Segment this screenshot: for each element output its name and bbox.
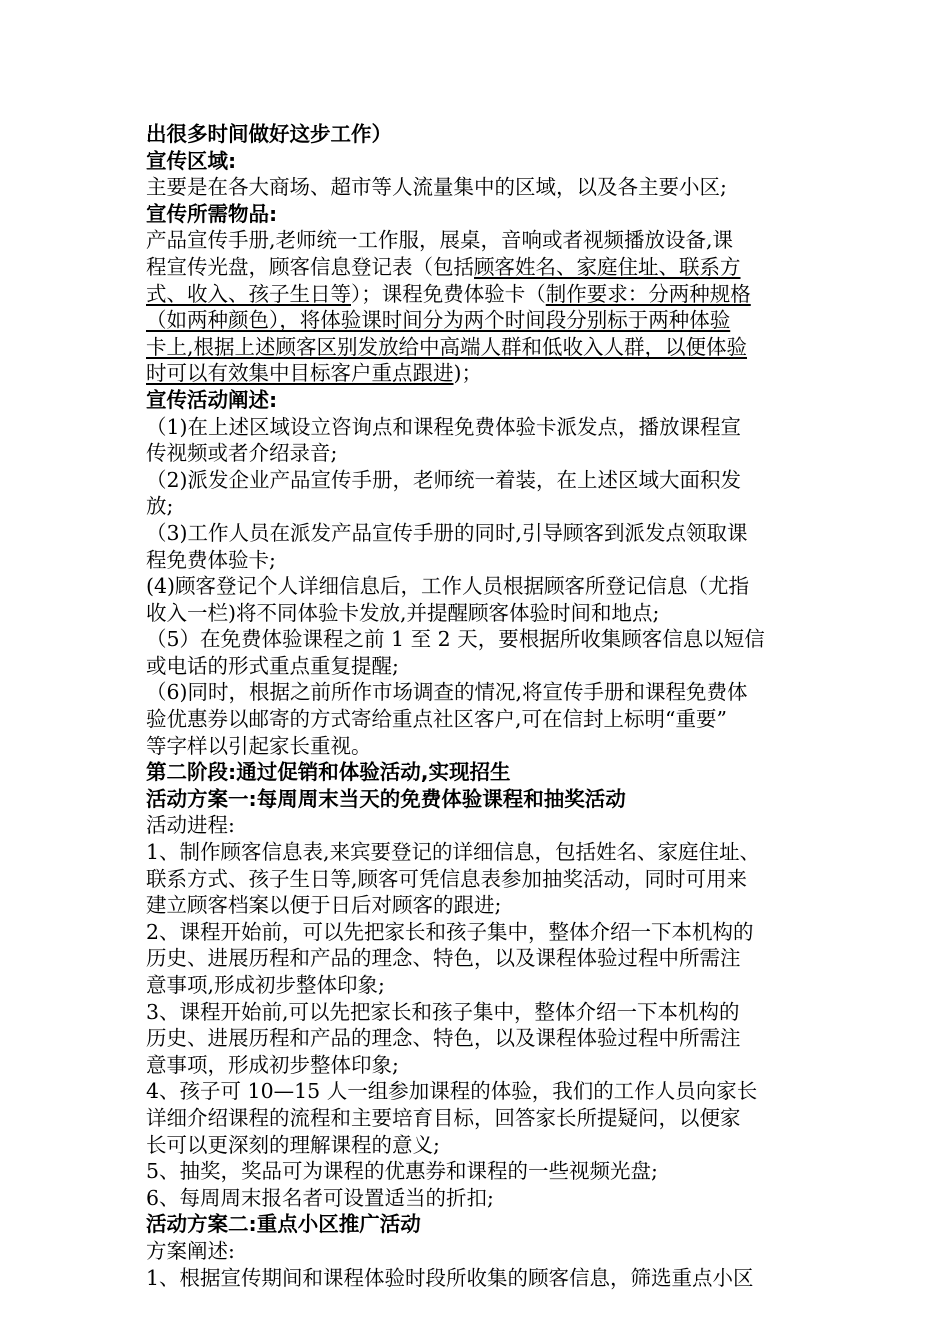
- text-line: 出很多时间做好这步工作）: [146, 122, 392, 146]
- section-heading: 宣传活动阐述:: [146, 387, 278, 412]
- text-line: 长可以更深刻的理解课程的意义;: [146, 1132, 440, 1157]
- text-run: )；: [453, 361, 482, 386]
- text-line: 程免费体验卡;: [146, 547, 276, 572]
- text-line: 产品宣传手册,老师统一工作服，展桌，音响或者视频播放设备,课: [146, 228, 734, 253]
- text-line: [146, 360, 808, 387]
- section-heading: 宣传所需物品:: [146, 201, 278, 226]
- text-line: （1)在上述区域设立咨询点和课程免费体验卡派发点，播放课程宣: [146, 414, 742, 439]
- section-heading: 活动方案一:每周周末当天的免费体验课程和抽奖活动: [146, 786, 626, 811]
- text-line: 2、课程开始前，可以先把家长和孩子集中，整体介绍一下本机构的: [146, 919, 754, 944]
- underlined-text-line: 卡上,根据上述顾客区别发放给中高端人群和低收入人群，以便体验: [146, 334, 748, 359]
- text-line: 建立顾客档案以便于日后对顾客的跟进;: [146, 893, 502, 918]
- text-line: (4)顾客登记个人详细信息后，工作人员根据顾客所登记信息（尤指: [146, 574, 750, 599]
- underlined-text-run: 顾客姓名、家庭住址、联系方: [474, 254, 741, 279]
- text-line: 联系方式、孩子生日等,顾客可凭信息表参加抽奖活动，同时可用来: [146, 866, 748, 891]
- text-line: 传视频或者介绍录音;: [146, 441, 338, 466]
- text-line: 5、抽奖，奖品可为课程的优惠券和课程的一些视频光盘;: [146, 1159, 658, 1184]
- text-line: 主要是在各大商场、超市等人流量集中的区域，以及各主要小区;: [146, 175, 727, 200]
- text-line: 等字样以引起家长重视。: [146, 733, 372, 758]
- section-heading: 活动方案二:重点小区推广活动: [146, 1212, 421, 1237]
- text-line: 详细介绍课程的流程和主要培育目标，回答家长所提疑问，以便家: [146, 1105, 741, 1130]
- underlined-text-line: （如两种颜色），将体验课时间分为两个时间段分别标于两种体验: [146, 308, 731, 333]
- text-run: ）；课程免费体验卡（: [351, 281, 546, 306]
- text-line: 意事项，形成初步整体印象;: [146, 1052, 399, 1077]
- document-page: [146, 121, 808, 1291]
- text-line: [146, 281, 808, 308]
- section-heading: 宣传区域:: [146, 148, 237, 173]
- text-line: 活动进程:: [146, 813, 235, 838]
- text-line: [146, 254, 808, 281]
- underlined-text-run: 制作要求：分两种规格: [545, 281, 751, 306]
- text-line: 历史、进展历程和产品的理念、特色，以及课程体验过程中所需注: [146, 1026, 741, 1051]
- text-line: （6)同时，根据之前所作市场调查的情况,将宣传手册和课程免费体: [146, 680, 748, 705]
- section-heading: 第二阶段:通过促销和体验活动,实现招生: [146, 760, 511, 785]
- text-line: 3、课程开始前,可以先把家长和孩子集中，整体介绍一下本机构的: [146, 999, 740, 1024]
- text-line: （5）在免费体验课程之前 1 至 2 天，要根据所收集顾客信息以短信: [146, 627, 765, 652]
- underlined-text-run: 时可以有效集中目标客户重点跟进: [146, 361, 454, 386]
- text-line: 1、根据宣传期间和课程体验时段所收集的顾客信息，筛选重点小区: [146, 1265, 754, 1290]
- text-line: 6、每周周末报名者可设置适当的折扣;: [146, 1185, 494, 1210]
- text-line: 方案阐述:: [146, 1238, 235, 1263]
- text-line: 放;: [146, 494, 174, 519]
- text-line: 4、孩子可 10—15 人一组参加课程的体验，我们的工作人员向家长: [146, 1079, 758, 1104]
- text-line: 验优惠券以邮寄的方式寄给重点社区客户,可在信封上标明“重要”: [146, 707, 727, 732]
- text-line: 收入一栏)将不同体验卡发放,并提醒顾客体验时间和地点;: [146, 600, 660, 625]
- text-line: 意事项,形成初步整体印象;: [146, 973, 385, 997]
- underlined-text-run: 式、收入、孩子生日等: [146, 281, 351, 306]
- text-line: 或电话的形式重点重复提醒;: [146, 653, 399, 678]
- text-line: （2)派发企业产品宣传手册，老师统一着装，在上述区域大面积发: [146, 467, 742, 492]
- text-line: （3)工作人员在派发产品宣传手册的同时,引导顾客到派发点领取课: [146, 520, 748, 545]
- text-run: 程宣传光盘，顾客信息登记表（包括: [146, 254, 474, 279]
- text-line: 历史、进展历程和产品的理念、特色，以及课程体验过程中所需注: [146, 946, 741, 971]
- text-line: 1、制作顾客信息表,来宾要登记的详细信息，包括姓名、家庭住址、: [146, 840, 761, 865]
